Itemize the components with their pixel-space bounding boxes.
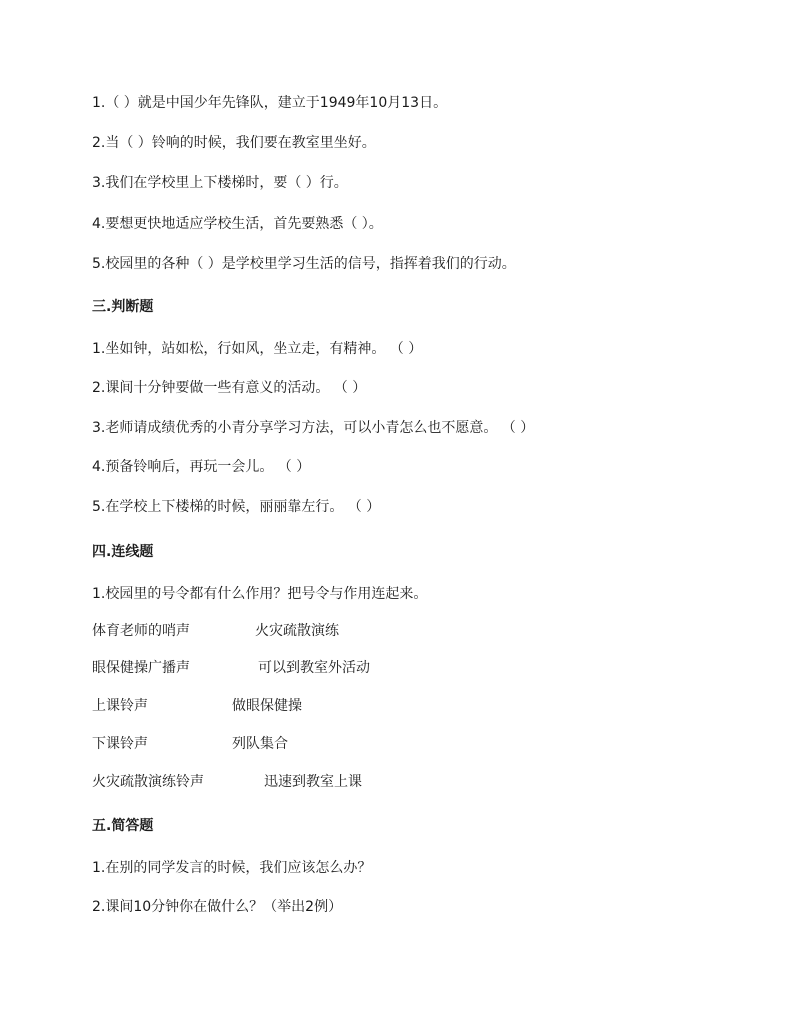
judgment-question-1: 1.坐如钟，站如松，行如风，坐立走，有精神。 （ ） — [92, 341, 423, 357]
judgment-question-5: 5.在学校上下楼梯的时候，丽丽靠左行。 （ ） — [92, 499, 381, 515]
fill-blank-question-1: 1.（ ）就是中国少年先锋队，建立于1949年10月13日。 — [92, 95, 448, 111]
matching-left-item-3: 上课铃声 — [92, 698, 148, 714]
matching-left-item-1: 体育老师的哨声 — [92, 623, 190, 639]
matching-right-item-1: 火灾疏散演练 — [255, 623, 339, 639]
fill-blank-question-3: 3.我们在学校里上下楼梯时，要（ ）行。 — [92, 175, 348, 191]
judgment-question-2: 2.课间十分钟要做一些有意义的活动。 （ ） — [92, 380, 367, 396]
matching-left-item-4: 下课铃声 — [92, 736, 148, 752]
judgment-heading: 三.判断题 — [92, 299, 154, 315]
matching-right-item-5: 迅速到教室上课 — [264, 774, 362, 790]
fill-blank-question-5: 5.校园里的各种（ ）是学校里学习生活的信号，指挥着我们的行动。 — [92, 256, 516, 272]
matching-right-item-3: 做眼保健操 — [232, 698, 302, 714]
judgment-question-3: 3.老师请成绩优秀的小青分享学习方法，可以小青怎么也不愿意。 （ ） — [92, 420, 535, 436]
matching-left-item-5: 火灾疏散演练铃声 — [92, 774, 204, 790]
matching-right-item-2: 可以到教室外活动 — [258, 660, 370, 676]
judgment-question-4: 4.预备铃响后，再玩一会儿。 （ ） — [92, 459, 311, 475]
short-answer-heading: 五.简答题 — [92, 818, 154, 834]
matching-right-item-4: 列队集合 — [232, 736, 288, 752]
fill-blank-question-2: 2.当（ ）铃响的时候，我们要在教室里坐好。 — [92, 135, 376, 151]
matching-heading: 四.连线题 — [92, 544, 154, 560]
fill-blank-question-4: 4.要想更快地适应学校生活，首先要熟悉（ ）。 — [92, 216, 383, 232]
matching-left-item-2: 眼保健操广播声 — [92, 660, 190, 676]
short-answer-question-1: 1.在别的同学发言的时候，我们应该怎么办？ — [92, 860, 372, 876]
short-answer-question-2: 2.课间10分钟你在做什么？（举出2例） — [92, 899, 343, 915]
matching-instruction: 1.校园里的号令都有什么作用？把号令与作用连起来。 — [92, 586, 428, 602]
